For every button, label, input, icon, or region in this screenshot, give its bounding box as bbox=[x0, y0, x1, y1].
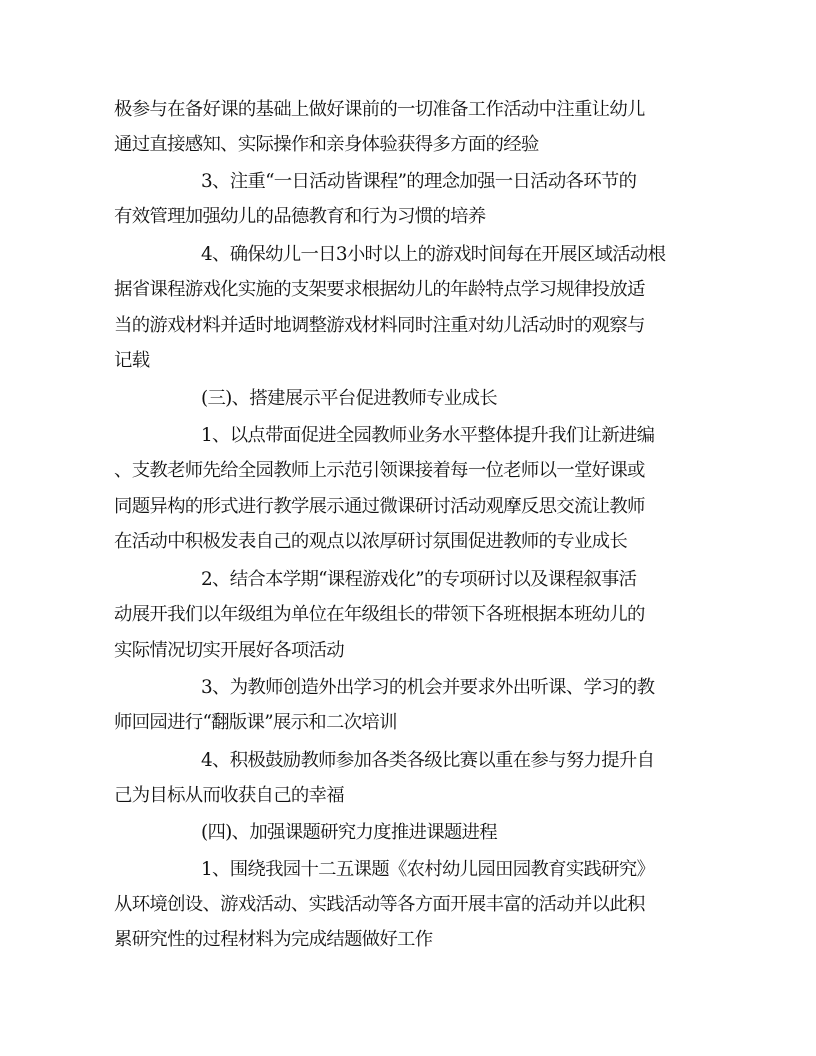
text-line: 累研究性的过程材料为完成结题做好工作 bbox=[114, 929, 433, 950]
text-line: 在活动中积极发表自己的观点以浓厚研讨氛围促进教师的专业成长 bbox=[114, 531, 628, 552]
text-line: 从环境创设、游戏活动、实践活动等各方面开展丰富的活动并以此积 bbox=[114, 894, 645, 915]
text-line: 4、积极鼓励教师参加各类各级比赛以重在参与努力提升自 bbox=[201, 750, 655, 771]
text-line: 4、确保幼儿一日3小时以上的游戏时间每在开展区域活动根 bbox=[201, 244, 666, 265]
text-line: 有效管理加强幼儿的品德教育和行为习惯的培养 bbox=[114, 206, 486, 227]
text-line: 3、注重“一日活动皆课程”的理念加强一日活动各环节的 bbox=[201, 171, 637, 192]
text-line: 己为目标从而收获自己的幸福 bbox=[114, 785, 344, 806]
text-line: 2、结合本学期“课程游戏化”的专项研讨以及课程叙事活 bbox=[201, 569, 637, 590]
text-line: 据省课程游戏化实施的支架要求根据幼儿的年龄特点学习规律投放适 bbox=[114, 279, 645, 300]
text-line: 极参与在备好课的基础上做好课前的一切准备工作活动中注重让幼儿 bbox=[114, 99, 645, 120]
text-line: 当的游戏材料并适时地调整游戏材料同时注重对幼儿活动时的观察与 bbox=[114, 315, 645, 336]
text-line: 3、为教师创造外出学习的机会并要求外出听课、学习的教 bbox=[201, 677, 655, 698]
text-line: 、支教老师先给全园教师上示范引领课接着每一位老师以一堂好课或 bbox=[114, 460, 645, 481]
text-line: 记载 bbox=[114, 350, 150, 371]
text-line: 师回园进行“翻版课”展示和二次培训 bbox=[114, 712, 397, 733]
section-heading: (三)、搭建展示平台促进教师专业成长 bbox=[201, 388, 498, 409]
text-line: 1、以点带面促进全园教师业务水平整体提升我们让新进编 bbox=[201, 425, 655, 446]
text-line: 1、围绕我园十二五课题《农村幼儿园田园教育实践研究》 bbox=[201, 859, 655, 880]
text-line: 实际情况切实开展好各项活动 bbox=[114, 640, 344, 661]
section-heading: (四)、加强课题研究力度推进课题进程 bbox=[201, 822, 498, 843]
text-line: 同题异构的形式进行教学展示通过微课研讨活动观摩反思交流让教师 bbox=[114, 496, 645, 517]
text-line: 动展开我们以年级组为单位在年级组长的带领下各班根据本班幼儿的 bbox=[114, 604, 645, 625]
text-line: 通过直接感知、实际操作和亲身体验获得多方面的经验 bbox=[114, 134, 539, 155]
